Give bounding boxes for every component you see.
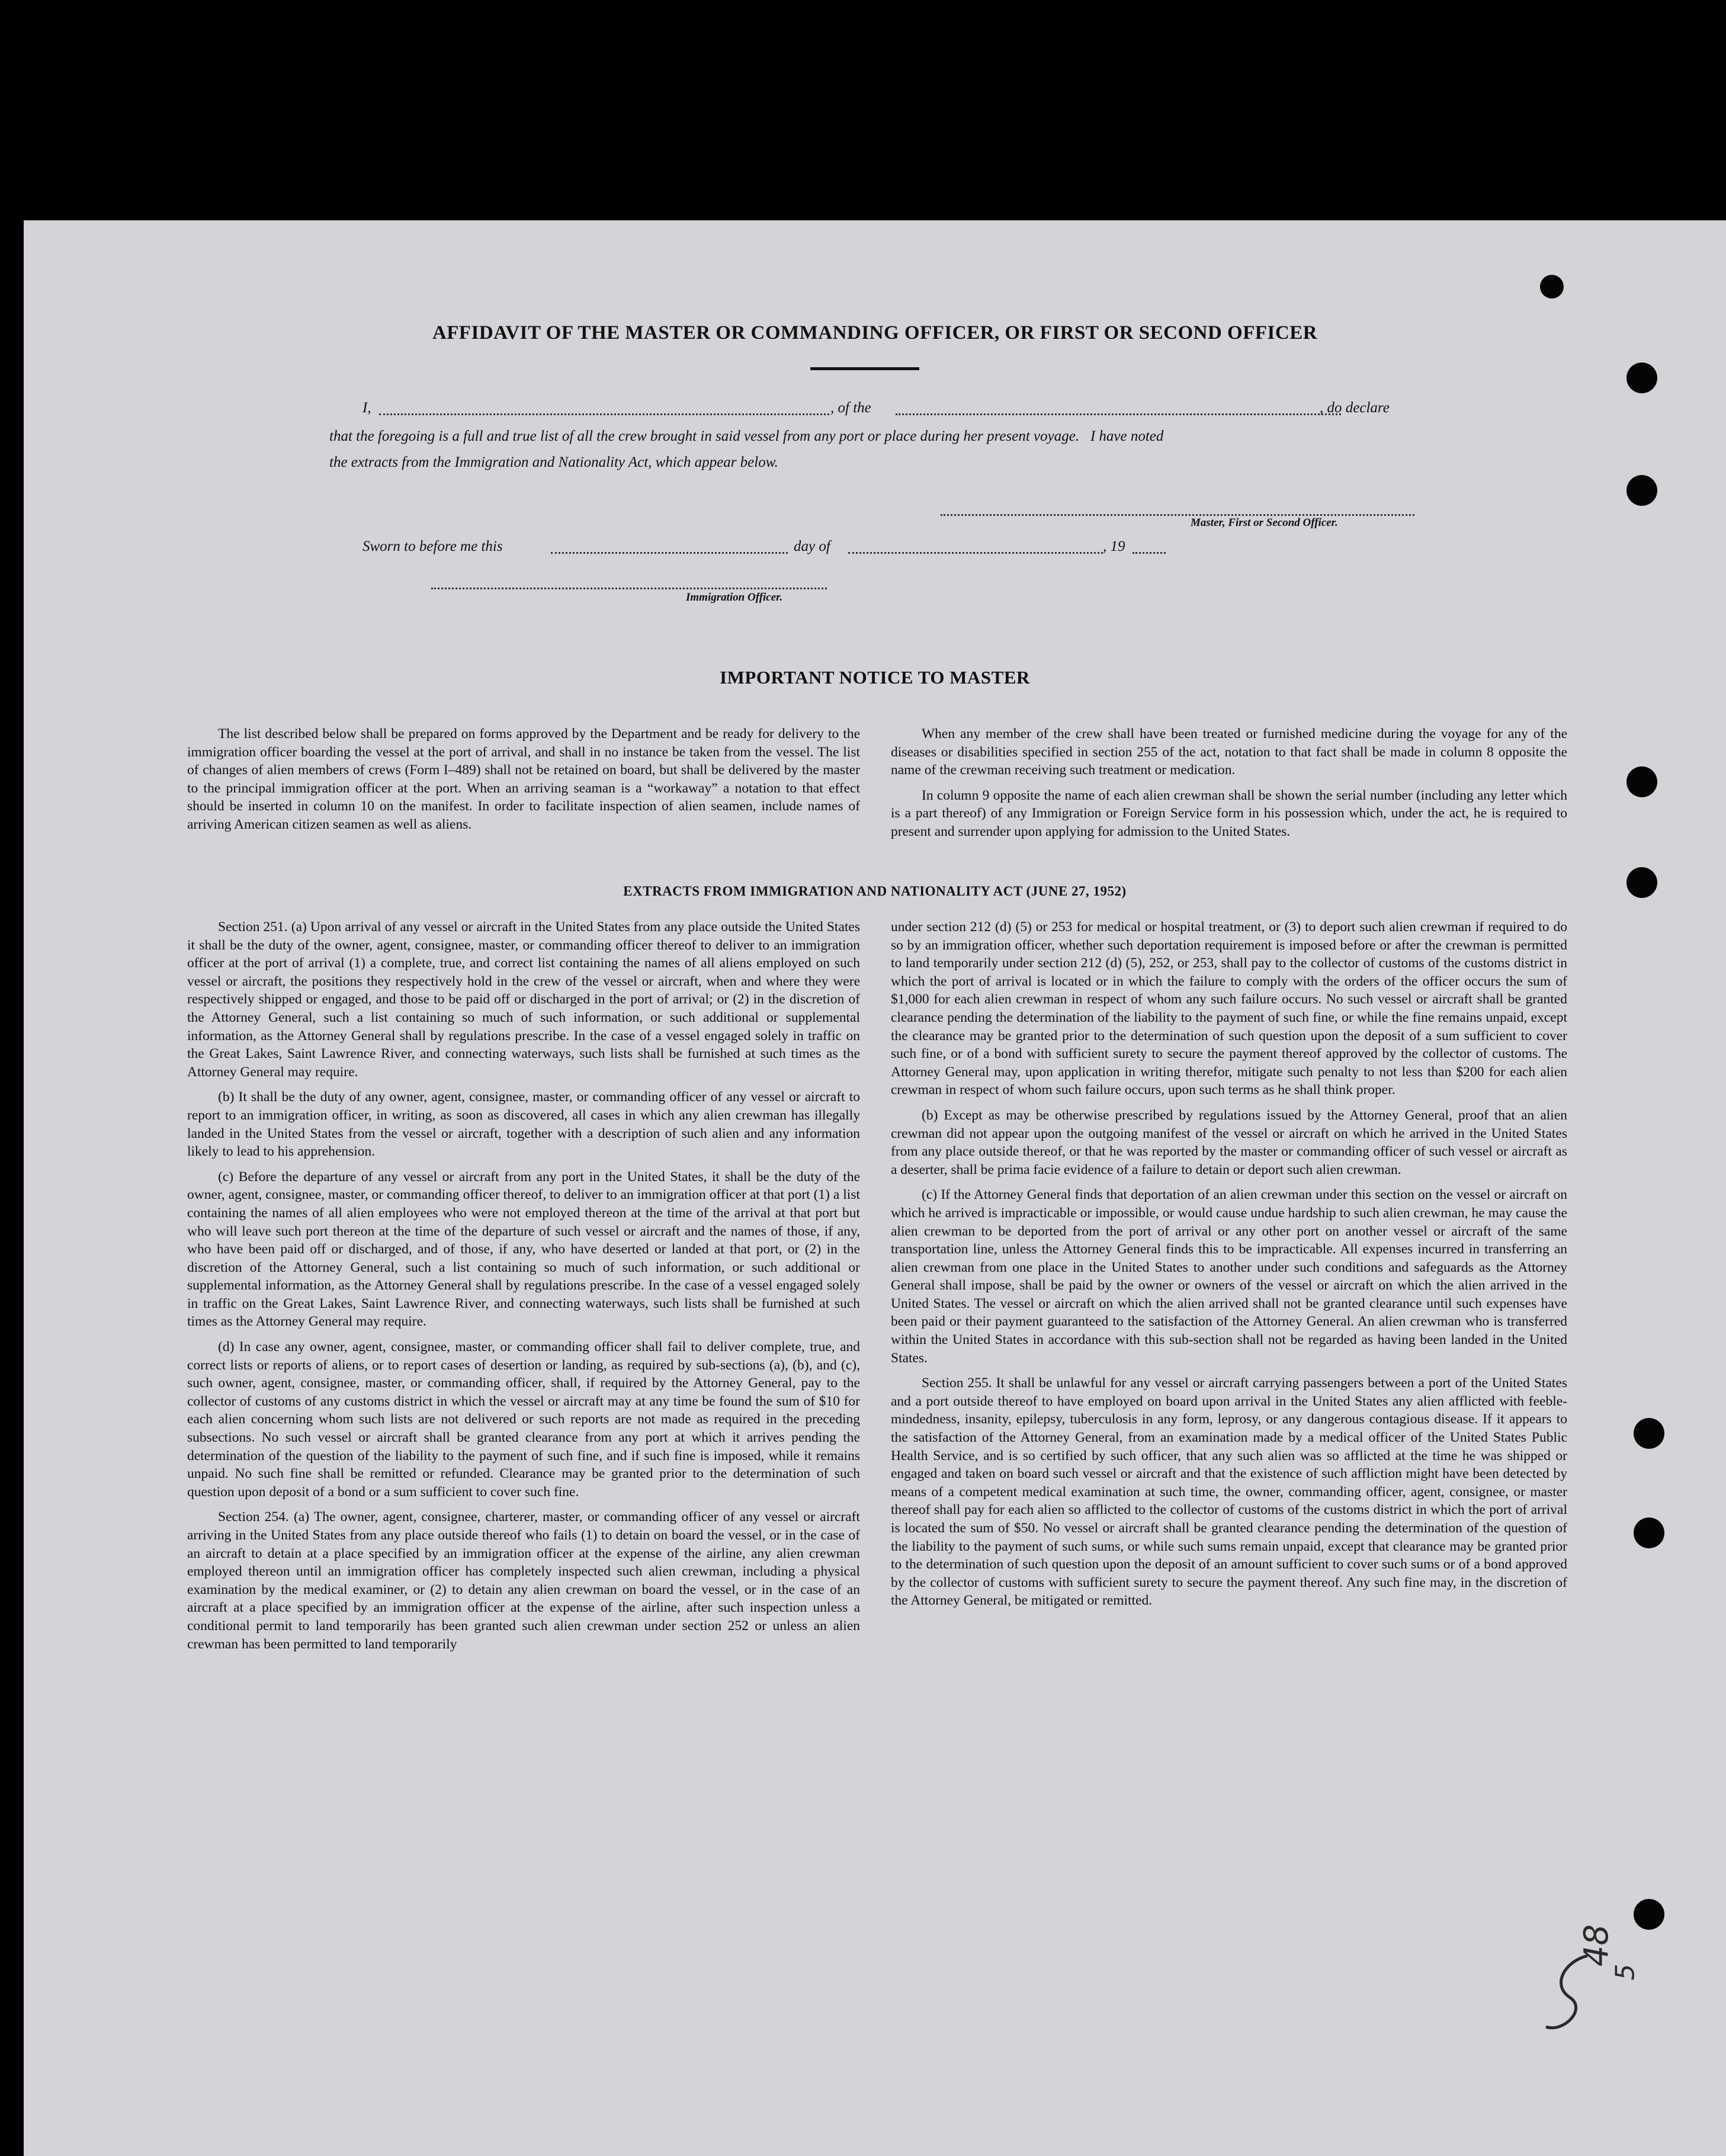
section-254-a: Section 254. (a) The owner, agent, consignee, charterer, master, or commanding officer of any vessel or aircraft arriving in the United States from any place outside thereof who fails (1) to detain on board the vessel, or in the case of an aircraft to detain at a place specified by an immigration officer at the expense of the airline, any alien crewman employed thereon until an immigration officer has completely inspected such alien crewman, including a physical examination by the medical examiner, or (2) to detain any alien crewman on board the vessel, or in the case of an aircraft at a place specified by an immigration officer at the expense of the airline, after such inspection unless a conditional permit to land temporarily has been granted such alien crewman under section 252 or unless an alien crewman has been permitted to land temporarily — [187, 1509, 860, 1652]
section-251-a: Section 251. (a) Upon arrival of any vessel or aircraft in the United States from any place outside the United States it shall be the duty of the owner, agent, consignee, master, or commanding officer thereof to deliver to an immigration officer at the port of arrival (1) a complete, true, and correct list containing the names of all aliens employed on such vessel or aircraft, the positions they respectively hold in the crew of the vessel or aircraft, when and where they were respectively shipped or engaged, and those to be paid off or discharged in the port of arrival; or (2) in the discretion of the Attorney General, such a list containing so much of such information, or such additional or supplemental information, as the Attorney General shall by regulations prescribe. In the case of a vessel engaged solely in traffic on the Great Lakes, Saint Lawrence River, and connecting waterways, such lists shall be furnished at such times as the Attorney General may require. — [187, 919, 860, 1080]
decl-line3: the extracts from the Immigration and Nationality Act, which appear below. — [329, 454, 778, 470]
section-251-c: (c) Before the departure of any vessel or aircraft from any port in the United States, it shall be the duty of the owner, agent, consignee, master, or commanding officer thereof, to deliver to an immigration officer at that port (1) a list containing the names of all alien employees who were not employed thereon at the time of the arrival at that port but who will leave such port thereon at the time of the departure of such vessel or aircraft and the names of those, if any, who have been paid off or discharged, and of those, if any, who have deserted or landed at that port, or (2) in the discretion of the Attorney General, such a list containing so much of such information, or such additional or supplemental information, as the Attorney General shall by regulations prescribe. In the case of a vessel engaged solely in traffic on the Great Lakes, Saint Lawrence River, and connecting waterways, such lists shall be furnished at such times as the Attorney General may require. — [187, 1169, 860, 1330]
day-of-text: day of — [794, 538, 830, 554]
punch-hole — [1626, 766, 1657, 797]
notice-right-para1: When any member of the crew shall have been treated or furnished medicine during the voyage for any of the diseases or disabilities specified in section 255 of the act, notation to that fact shall be made in column 8 opposite the name of the crewman receiving such treatment or medication. — [891, 726, 1567, 778]
name-field-line[interactable] — [379, 413, 829, 415]
notice-left-para: The list described below shall be prepared on forms approved by the Department and be ready for delivery to the immigration officer boarding the vessel at the port of arrival, and shall in no instance be taken from the vessel. The list of changes of alien members of crews (Form I–489) shall not be retained on board, but shall be delivered by the master to the principal immigration officer at the port. When an arriving seaman is a “workaway” a notation to that effect should be inserted in column 10 on the manifest. In order to facilitate inspection of alien seamen, include names of arriving American citizen seamen as well as aliens. — [187, 726, 860, 832]
sworn-year-line[interactable] — [1133, 552, 1166, 554]
decl-i: I, — [362, 400, 371, 416]
section-254-a-cont: under section 212 (d) (5) or 253 for medical or hospital treatment, or (3) to deport such alien crewman if required to do so by an immigration officer, whether such deportation requirement is imposed before or after the crewman is permitted to land temporarily under section 212 (d) (5), 252, or 253, shall pay to the collector of customs of the customs district in which the port of arrival is located or in which the failure to comply with the orders of the officer occurs the sum of $1,000 for each alien crewman in respect of whom any such failure occurs. No such vessel or aircraft shall be granted clearance pending the determination of the liability to the payment of such fine, or while the fine remains unpaid, except the clearance may be granted prior to the determination of such question upon the deposit of a sum sufficient to cover such fine, or of a bond with sufficient surety to secure the payment thereof approved by the collector of customs. The Attorney General may, upon application in writing therefor, mitigate such penalty to not less than $200 for each alien crewman in respect of whom such failure occurs, upon such terms as he shall think proper. — [891, 919, 1567, 1098]
punch-hole — [1626, 475, 1657, 506]
decl-line2: that the foregoing is a full and true list of all the crew brought in said vessel from any port or place during her present voyage. I have noted — [329, 428, 1164, 444]
affidavit-title: AFFIDAVIT OF THE MASTER OR COMMANDING OFFICER, OR FIRST OR SECOND OFFICER — [432, 322, 1318, 344]
extracts-right-column — [891, 918, 1567, 1617]
section-251-b: (b) It shall be the duty of any owner, agent, consignee, master, or commanding officer of any vessel or aircraft to report to an immigration officer, in writing, as soon as discovered, all cases in which any alien crewman has illegally landed in the United States from the vessel or aircraft, together with a description of such alien and any information likely to lead to his apprehension. — [187, 1089, 860, 1160]
section-255: Section 255. It shall be unlawful for any vessel or aircraft carrying passengers between a port of the United States and a port outside thereof to have employed on board upon arrival in the United States any alien afflicted with feeble-mindedness, insanity, epilepsy, tuberculosis in any form, leprosy, or any dangerous contagious disease. If it appears to the satisfaction of the Attorney General, from an examination made by a medical officer of the United States Public Health Service, and is so certified by such officer, that any such alien was so afflicted at the time he was shipped or engaged and taken on board such vessel or aircraft and that the existence of such affliction might have been detected by means of a competent medical examination at such time, the owner, commanding officer, agent, consignee, or master thereof shall pay for each alien so afflicted to the collector of customs of the customs district in which the port of arrival is located the sum of $50. No vessel or aircraft shall be granted clearance pending the determination of the question of the liability to the payment of such sums, or while such sums remain unpaid, except that clearance may be granted prior to the determination of such question upon the deposit of an amount sufficient to cover such sums or of a bond approved by the collector of customs with sufficient surety to secure the payment thereof. Any such fine may, in the discretion of the Attorney General, be mitigated or remitted. — [891, 1375, 1567, 1609]
punch-hole — [1626, 867, 1657, 898]
extracts-left-column — [187, 918, 860, 1660]
decl-of-the: , of the — [830, 400, 871, 416]
handwritten-flourish — [1540, 1950, 1605, 2039]
master-label: Master, First or Second Officer. — [1191, 516, 1338, 529]
punch-hole — [1634, 1899, 1664, 1930]
extracts-title: EXTRACTS FROM IMMIGRATION AND NATIONALITY ACT (JUNE 27, 1952) — [623, 884, 1127, 899]
section-251-d: (d) In case any owner, agent, consignee, master, or commanding officer shall fail to deliver complete, true, and correct lists or reports of aliens, or to report cases of desertion or landing, as required by sub-sections (a), (b), and (c), such owner, agent, consignee, master, or commanding officer, shall, if required by the Attorney General, pay to the collector of customs of any customs district in which the vessel or aircraft may at any time be found the sum of $10 for each alien concerning whom such lists are not delivered or such reports are not made as required in the preceding subsections. No such vessel or aircraft shall be granted clearance from any port at which it arrives pending the determination of the question of the liability to the payment of such fine, and if such fine is imposed, while it remains unpaid. No such fine shall be remitted or refunded. Clearance may be granted prior to the determination of such question upon deposit of a bond or a sum sufficient to cover such fine. — [187, 1339, 860, 1500]
sworn-month-line[interactable] — [848, 552, 1103, 554]
vessel-field-line[interactable] — [896, 413, 1341, 415]
decl-declare: , do declare — [1320, 400, 1390, 416]
notice-title: IMPORTANT NOTICE TO MASTER — [720, 667, 1030, 688]
officer-label: Immigration Officer. — [686, 591, 783, 604]
punch-hole — [1626, 362, 1657, 393]
notice-left-column — [187, 725, 860, 841]
officer-signature-line[interactable] — [431, 588, 827, 589]
sworn-day-line[interactable] — [551, 552, 788, 554]
section-254-c: (c) If the Attorney General finds that deportation of an alien crewman under this section on the vessel or aircraft on which he arrived is impracticable or impossible, or would cause undue hardship to such alien crewman, he may cause the alien crewman to be deported from the port of arrival or any other port on another vessel or aircraft of the same transportation line, unless the Attorney General finds this to be impracticable. All expenses incurred in transferring an alien crewman from one place in the United States to another under such conditions and safeguards as the Attorney General shall impose, shall be paid by the owner or owners of the vessel or aircraft on which the alien arrived in the United States. The vessel or aircraft on which the alien arrived shall not be granted clearance until such expenses have been paid or their payment guaranteed to the satisfaction of the Attorney General. An alien crewman who is transferred within the United States in accordance with this sub-section shall not be regarded as having been landed in the United States. — [891, 1187, 1567, 1366]
sworn-text: Sworn to before me this — [362, 538, 503, 554]
punch-hole — [1634, 1517, 1664, 1548]
master-signature-line[interactable] — [941, 514, 1414, 516]
title-rule — [810, 367, 919, 370]
document-sheet — [24, 220, 1726, 2156]
notice-right-column — [891, 725, 1567, 848]
section-254-b: (b) Except as may be otherwise prescribed by regulations issued by the Attorney General, proof that an alien crewman did not appear upon the outgoing manifest of the vessel or aircraft on which he arrived in the United States from any place outside thereof, or that he was reported by the master or commanding officer of such vessel or aircraft as a deserter, shall be prima facie evidence of a failure to detain or deport such alien crewman. — [891, 1107, 1567, 1178]
handwritten-mark: 5 — [1610, 1964, 1641, 1981]
handwritten-number: 48 — [1577, 1924, 1616, 1967]
punch-hole — [1540, 275, 1564, 299]
notice-right-para2: In column 9 opposite the name of each alien crewman shall be shown the serial number (including any letter which is a part thereof) of any Immigration or Foreign Service form in his possession which, under the act, he is required to present and surrender upon applying for admission to the United States. — [891, 787, 1567, 839]
punch-hole — [1634, 1418, 1664, 1449]
year-prefix: , 19 — [1103, 538, 1125, 554]
